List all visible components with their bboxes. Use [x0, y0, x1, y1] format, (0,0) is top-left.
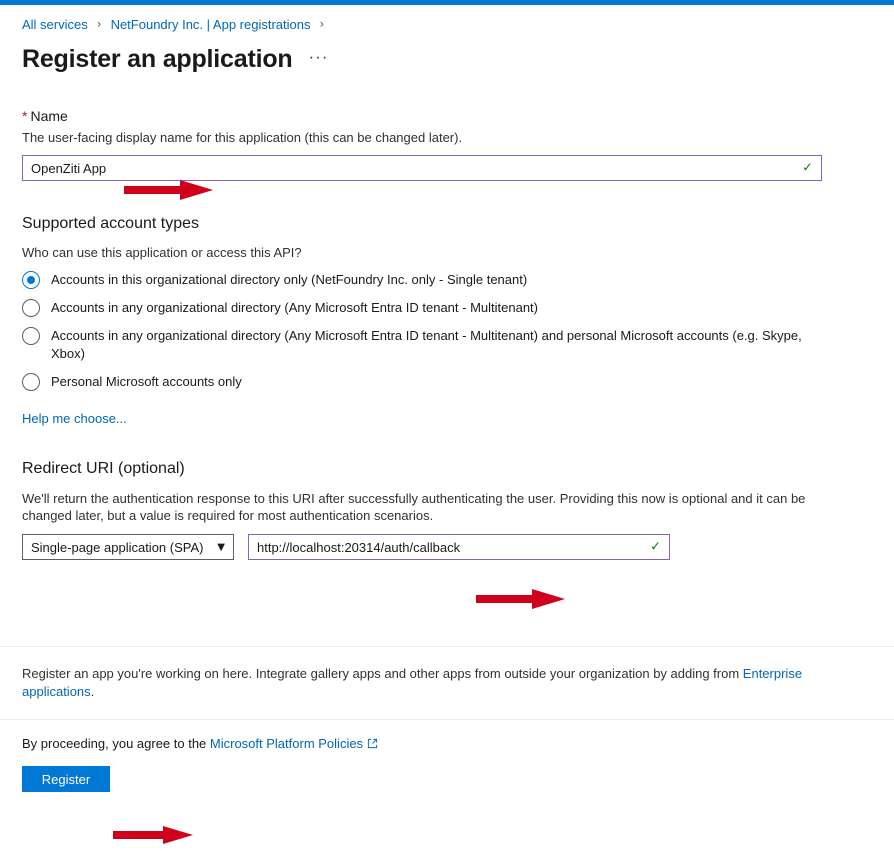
- radio-option-multitenant-personal[interactable]: [22, 327, 872, 363]
- account-types-question: Who can use this application or access this API?: [22, 245, 302, 260]
- radio-option-multitenant[interactable]: [22, 299, 872, 317]
- more-options-icon[interactable]: ···: [308, 46, 329, 66]
- policy-prefix: By proceeding, you agree to the: [22, 736, 210, 751]
- breadcrumb-separator-icon-2: ›: [319, 17, 325, 31]
- redirect-uri-title: Redirect URI (optional): [22, 460, 185, 477]
- register-application-page: [0, 9, 894, 792]
- radio-option-single-tenant[interactable]: [22, 271, 872, 289]
- breadcrumb-item-all-services[interactable]: All services: [22, 16, 88, 32]
- name-label-text: Name: [30, 108, 68, 124]
- page-title: Register an application: [22, 45, 293, 73]
- radio-label-single-tenant: Accounts in this organizational directory only (NetFoundry Inc. only - Single tenant): [51, 272, 528, 287]
- microsoft-platform-policies-link[interactable]: Microsoft Platform Policies: [209, 736, 364, 751]
- radio-icon-multitenant[interactable]: [22, 299, 40, 317]
- radio-icon-single-tenant[interactable]: [22, 271, 40, 289]
- radio-label-personal-only: Personal Microsoft accounts only: [51, 374, 242, 389]
- name-input-wrap: [22, 155, 822, 181]
- title-row: [22, 45, 872, 74]
- radio-option-personal-only[interactable]: [22, 373, 872, 391]
- name-input[interactable]: [23, 156, 821, 180]
- help-me-choose-link[interactable]: Help me choose...: [22, 411, 127, 426]
- top-accent-bar: [0, 0, 894, 5]
- platform-select-value: Single-page application (SPA): [31, 539, 204, 555]
- radio-label-multitenant-personal: Accounts in any organizational directory (Any Microsoft Entra ID tenant - Multitenant) and personal Microsoft accounts (e.g. Skype, Xbox): [51, 328, 802, 361]
- redirect-uri-input[interactable]: [249, 535, 669, 559]
- policy-row: [22, 720, 872, 766]
- breadcrumb-separator-icon: ›: [96, 17, 102, 31]
- radio-icon-personal-only[interactable]: [22, 373, 40, 391]
- redirect-uri-description: We'll return the authentication response to this URI after successfully authenticating the user. Providing this now is optional and it can be changed later, but a value is required for most authentication scenarios.: [22, 491, 806, 523]
- radio-icon-multitenant-personal[interactable]: [22, 327, 40, 345]
- valid-check-icon: ✓: [802, 160, 813, 176]
- name-label: [22, 108, 872, 124]
- chevron-down-icon: ▼: [217, 541, 225, 553]
- enterprise-applications-link[interactable]: Enterprise applications: [22, 666, 803, 699]
- account-types-title: Supported account types: [22, 215, 200, 232]
- spacer: [22, 560, 872, 646]
- annotation-arrow-register-button: [113, 824, 193, 846]
- redirect-uri-row: [22, 534, 872, 560]
- radio-label-multitenant: Accounts in any organizational directory (Any Microsoft Entra ID tenant - Multitenant): [51, 300, 538, 315]
- name-section: [22, 108, 872, 181]
- footer-note-suffix: .: [90, 684, 95, 699]
- register-button[interactable]: Register: [22, 766, 110, 792]
- required-marker: *: [22, 108, 28, 124]
- supported-account-types-section: [22, 215, 872, 426]
- footer-note-prefix: Register an app you're working on here. Integrate gallery apps and other apps from outside your organization by adding from: [22, 666, 743, 681]
- breadcrumb: [22, 9, 872, 39]
- footer-note: [22, 647, 872, 719]
- redirect-valid-check-icon: ✓: [650, 539, 661, 555]
- redirect-uri-input-wrap: [248, 534, 670, 560]
- redirect-uri-section: [22, 460, 872, 560]
- breadcrumb-item-app-registrations[interactable]: NetFoundry Inc. | App registrations: [110, 16, 311, 32]
- platform-select[interactable]: [22, 534, 234, 560]
- external-link-icon: [367, 737, 378, 752]
- name-description: The user-facing display name for this application (this can be changed later).: [22, 130, 463, 145]
